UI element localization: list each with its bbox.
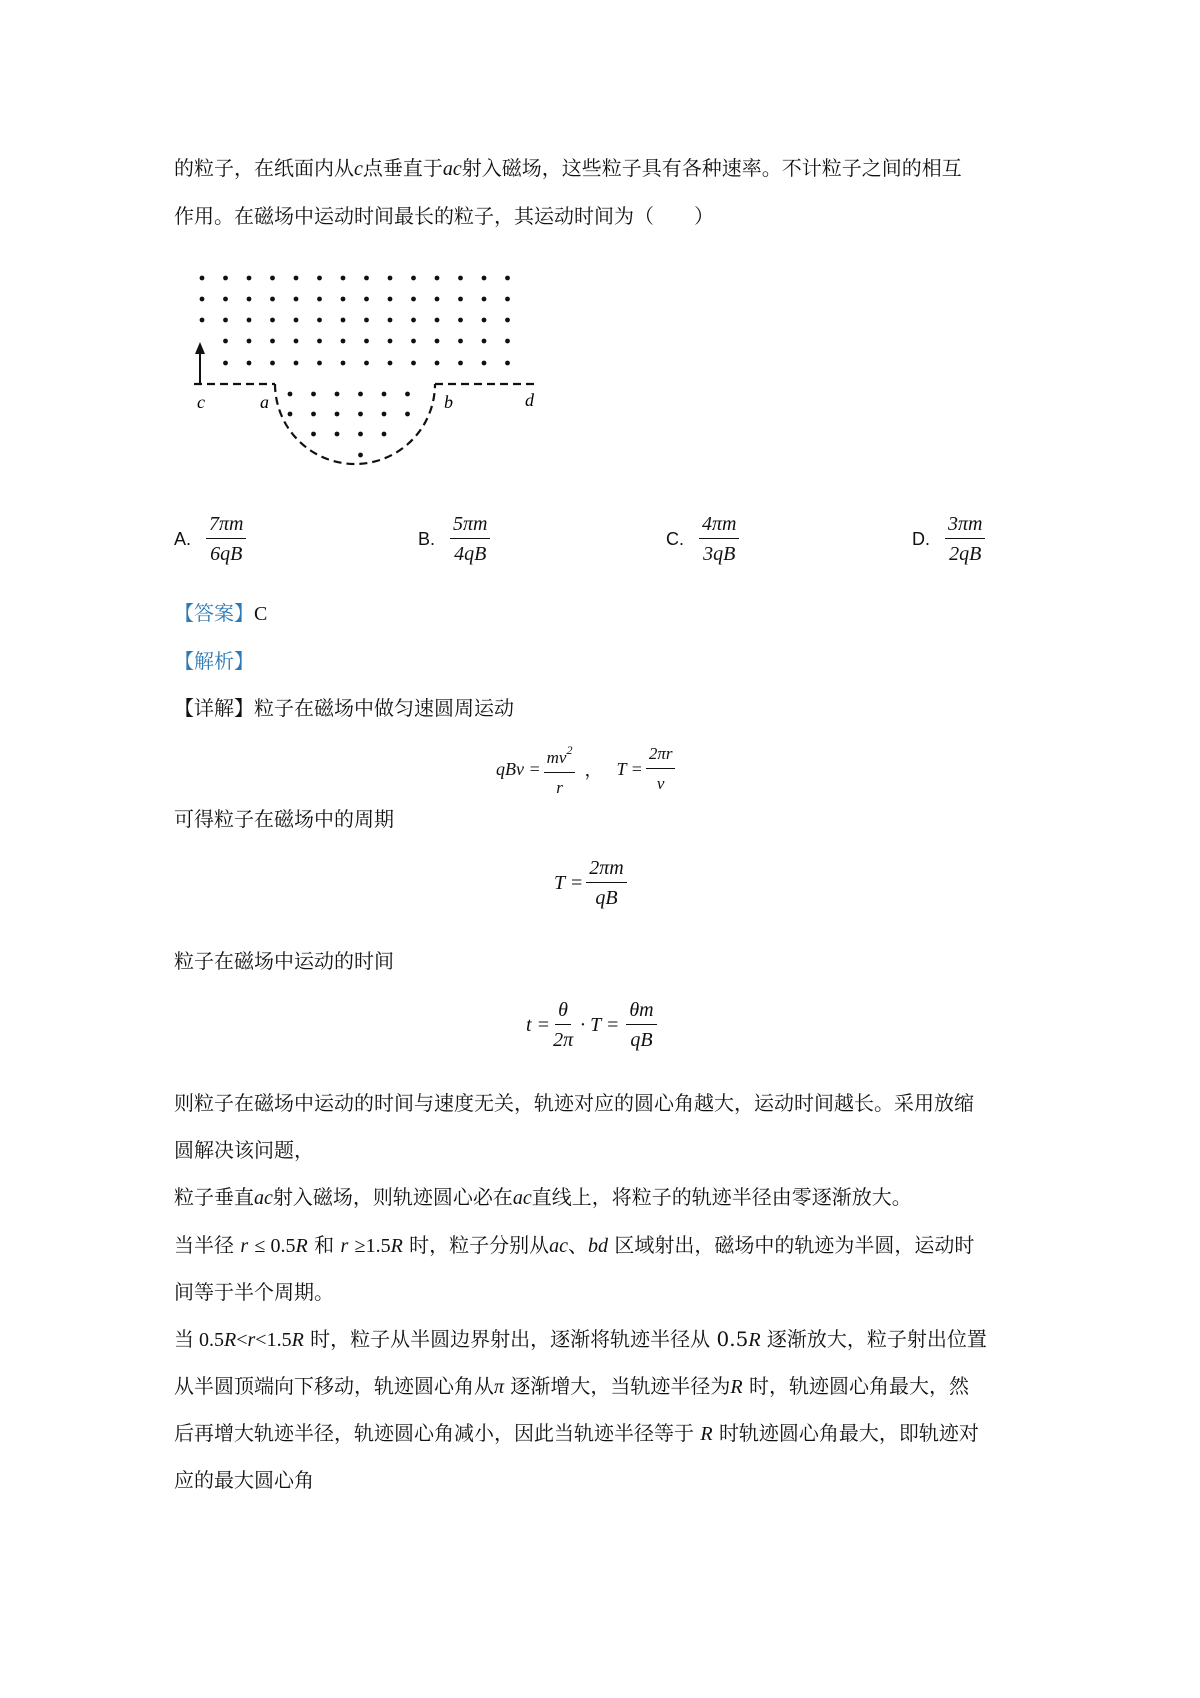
field-dot: [270, 297, 275, 302]
field-dot: [311, 432, 316, 437]
para-4-line-1: 当 0.5R<r<1.5R 时，粒子从半圆边界射出，逐渐将轨迹半径从 0.5R 逐渐放大，粒子射出位置: [174, 1327, 987, 1351]
label-b: b: [444, 392, 453, 412]
field-dot: [458, 361, 463, 366]
field-dot: [482, 297, 487, 302]
field-dot: [482, 339, 487, 344]
answer-value: C: [254, 603, 268, 625]
field-dot: [341, 276, 346, 281]
label-c: c: [197, 392, 205, 412]
para-3-line-1: 当半径 r ≤ 0.5R 和 r ≥1.5R 时，粒子分别从ac、bd 区域射出，磁场中的轨迹为半圆，运动时: [174, 1233, 975, 1257]
option-b[interactable]: [418, 512, 493, 566]
equation-1: qBv = $\frac{mv^2}{r}$ ， T = $\frac{2\pi r}{v}$: [496, 738, 678, 800]
para-1-line-2: 圆解决该问题，: [174, 1138, 314, 1162]
field-dot: [505, 318, 510, 323]
field-dot: [294, 318, 299, 323]
answer-tag: 【答案】: [174, 601, 254, 625]
field-dot: [270, 276, 275, 281]
option-fraction: $\frac{4\pi m}{3qB}$: [699, 512, 739, 566]
question-text: 射入磁场，这些粒子具有各种速率。不计粒子之间的相互: [461, 156, 962, 180]
magnetic-field-figure: [180, 262, 560, 482]
option-label: D.: [912, 528, 930, 549]
field-dot: [505, 361, 510, 366]
answer-line: [174, 597, 267, 630]
field-dot: [247, 276, 252, 281]
field-dot: [411, 276, 416, 281]
label-a: a: [260, 392, 269, 412]
field-dot: [458, 276, 463, 281]
field-dot: [435, 318, 440, 323]
field-dot: [294, 297, 299, 302]
field-dot: [405, 392, 410, 397]
field-dot: [382, 412, 387, 417]
field-dot: [270, 361, 275, 366]
field-dot: [411, 339, 416, 344]
option-c[interactable]: [666, 512, 742, 566]
para-2: 粒子垂直ac射入磁场，则轨迹圆心必在ac直线上，将粒子的轨迹半径由零逐渐放大。: [174, 1185, 912, 1209]
field-dot: [364, 276, 369, 281]
detail-intro-line: [174, 692, 514, 724]
field-dot: [505, 297, 510, 302]
field-dot: [388, 339, 393, 344]
question-text: 点垂直于: [362, 156, 443, 180]
field-dot: [364, 297, 369, 302]
field-dot: [505, 339, 510, 344]
option-label: A.: [174, 528, 192, 549]
label-d: d: [525, 390, 534, 410]
question-line-2: 作用。在磁场中运动时间最长的粒子，其运动时间为（ ）: [174, 204, 714, 228]
segment-ac-ref: ac: [442, 158, 462, 180]
option-fraction: $\frac{5\pi m}{4qB}$: [450, 512, 490, 566]
field-dot: [223, 361, 228, 366]
field-dot: [505, 276, 510, 281]
field-dot: [482, 361, 487, 366]
period-text: 可得粒子在磁场中的周期: [174, 807, 394, 831]
field-dot: [382, 392, 387, 397]
field-dot: [435, 361, 440, 366]
field-dot: [294, 276, 299, 281]
field-dot: [335, 432, 340, 437]
question-text: 的粒子，在纸面内从: [174, 156, 354, 180]
option-a[interactable]: [174, 512, 249, 566]
field-dot: [294, 339, 299, 344]
para-4-line-4: 应的最大圆心角: [174, 1468, 314, 1492]
field-dot: [311, 412, 316, 417]
para-1-line-1: 则粒子在磁场中运动的时间与速度无关，轨迹对应的圆心角越大，运动时间越长。采用放缩: [174, 1091, 974, 1115]
field-dot: [388, 297, 393, 302]
field-dot: [341, 339, 346, 344]
option-label: C.: [666, 528, 684, 549]
field-dot: [270, 318, 275, 323]
semicircle-boundary: [275, 384, 435, 464]
option-label: B.: [418, 528, 436, 549]
field-dot: [388, 318, 393, 323]
field-dot: [200, 276, 205, 281]
para-3-line-2: 间等于半个周期。: [174, 1280, 334, 1304]
point-c-ref: c: [354, 158, 363, 180]
field-dot: [358, 453, 363, 458]
para-4-line-2: 从半圆顶端向下移动，轨迹圆心角从π 逐渐增大，当轨迹半径为R 时，轨迹圆心角最大，然: [174, 1374, 969, 1398]
field-dot: [223, 318, 228, 323]
field-dot: [458, 339, 463, 344]
field-dot: [411, 297, 416, 302]
time-text: 粒子在磁场中运动的时间: [174, 949, 394, 973]
field-dot: [405, 412, 410, 417]
field-dot: [335, 412, 340, 417]
field-dot: [382, 432, 387, 437]
field-dot: [223, 297, 228, 302]
field-dot: [247, 318, 252, 323]
field-dot: [358, 412, 363, 417]
detail-intro: 粒子在磁场中做匀速圆周运动: [254, 696, 514, 720]
field-dot: [482, 318, 487, 323]
option-fraction: $\frac{3\pi m}{2qB}$: [945, 512, 985, 566]
field-dot: [458, 297, 463, 302]
arrow-head-icon: [195, 342, 205, 354]
field-dot: [341, 318, 346, 323]
field-dot: [435, 339, 440, 344]
field-dot: [341, 361, 346, 366]
field-dot: [364, 318, 369, 323]
field-dot: [341, 297, 346, 302]
option-d[interactable]: [912, 512, 988, 566]
field-dot: [388, 361, 393, 366]
field-dot: [200, 318, 205, 323]
question-line-1: [174, 152, 962, 185]
field-dot: [358, 432, 363, 437]
field-dot: [364, 361, 369, 366]
field-dot: [364, 339, 369, 344]
field-dot: [311, 392, 316, 397]
field-dot: [270, 339, 275, 344]
option-fraction: $\frac{7\pi m}{6qB}$: [206, 512, 246, 566]
field-dot: [247, 339, 252, 344]
para-4-line-3: 后再增大轨迹半径，轨迹圆心角减小，因此当轨迹半径等于 R 时轨迹圆心角最大，即轨迹对: [174, 1421, 979, 1445]
equation-2: T = $\frac{2\pi m}{qB}$: [554, 856, 630, 910]
field-dot: [288, 392, 293, 397]
detail-tag: 【详解】: [174, 696, 254, 720]
field-dot: [317, 318, 322, 323]
field-dot: [317, 276, 322, 281]
field-dot: [317, 339, 322, 344]
field-dot: [335, 392, 340, 397]
field-dot: [458, 318, 463, 323]
equation-3: t = $\frac{\theta}{2\pi}$ · T = $\frac{\theta m}{qB}$: [526, 998, 660, 1052]
field-dot: [200, 297, 205, 302]
field-dot: [317, 361, 322, 366]
field-dot: [288, 412, 293, 417]
field-dot: [358, 392, 363, 397]
analysis-tag-line: [174, 645, 254, 677]
field-dot: [388, 276, 393, 281]
field-dot: [223, 339, 228, 344]
field-dot: [317, 297, 322, 302]
field-dot: [435, 276, 440, 281]
field-dot: [223, 276, 228, 281]
field-dot: [247, 297, 252, 302]
field-dot: [411, 361, 416, 366]
field-dot: [482, 276, 487, 281]
field-dot: [411, 318, 416, 323]
field-dot: [435, 297, 440, 302]
analysis-tag: 【解析】: [174, 649, 254, 673]
field-dots: [200, 276, 510, 458]
field-dot: [294, 361, 299, 366]
field-dot: [247, 361, 252, 366]
